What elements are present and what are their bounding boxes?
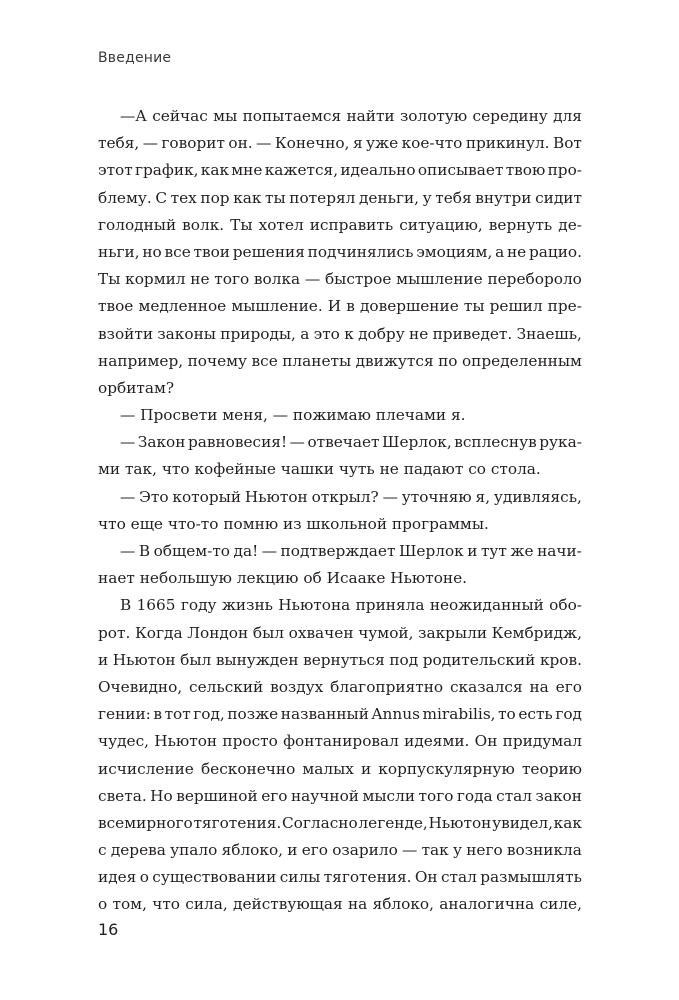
text-line: что еще что-то помню из школьной программы. <box>98 514 489 533</box>
page-number: 16 <box>98 920 119 939</box>
body-text <box>98 103 582 919</box>
text-line: голодный волк. Ты хотел исправить ситуацию, вернуть де- <box>98 215 582 234</box>
text-line: гении: в тот год, позже названный Annus mirabilis, то есть год <box>98 705 582 724</box>
text-line: блему. С тех пор как ты потерял деньги, у тебя внутри сидит <box>98 188 582 207</box>
text-line: —А сейчас мы попытаемся найти золотую середину для <box>120 107 582 125</box>
text-line: рот. Когда Лондон был охвачен чумой, закрыли Кембридж, <box>98 623 582 642</box>
text-line: тебя, — говорит он. — Конечно, я уже кое-что прикинул. Вот <box>98 134 582 153</box>
text-line: — Это который Ньютон открыл? — уточняю я, удивляясь, <box>120 487 582 506</box>
text-line: — Закон равновесия! — отвечает Шерлок, всплеснув рука- <box>120 433 582 452</box>
text-line: света. Но вершиной его научной мысли того года стал закон <box>98 786 582 805</box>
text-line: этот график, как мне кажется, идеально описывает твою про- <box>98 161 582 180</box>
text-line: — Просвети меня, — пожимаю плечами я. <box>120 406 466 425</box>
text-line: о том, что сила, действующая на яблоко, аналогична силе, <box>98 895 582 914</box>
text-line: всемирного тяготения. Согласно легенде, Ньютон увидел, как <box>98 813 582 832</box>
text-line: и Ньютон был вынужден вернуться под родительский кров. <box>98 650 582 669</box>
text-line: например, почему все планеты движутся по определенным <box>98 351 582 370</box>
text-line: орбитам? <box>98 378 175 397</box>
text-line: ми так, что кофейные чашки чуть не падают со стола. <box>98 460 541 479</box>
running-header: Введение <box>98 50 172 66</box>
text-line: чудес, Ньютон просто фонтанировал идеями. Он придумал <box>98 732 582 751</box>
text-line: исчисление бесконечно малых и корпускулярную теорию <box>98 759 582 778</box>
text-line: ньги, но все твои решения подчинялись эмоциям, а не рацио. <box>98 242 582 261</box>
text-line: взойти законы природы, а это к добру не приведет. Знаешь, <box>98 324 582 343</box>
text-line: твое медленное мышление. И в довершение ты решил пре- <box>98 297 582 316</box>
text-line: с дерева упало яблоко, и его озарило — так у него возникла <box>98 841 582 860</box>
text-line: Ты кормил не того волка — быстрое мышление перебороло <box>98 270 582 289</box>
text-line: В 1665 году жизнь Ньютона приняла неожиданный обо- <box>120 596 582 615</box>
text-line: — В общем-то да! — подтверждает Шерлок и тут же начи- <box>120 542 582 560</box>
text-line: Очевидно, сельский воздух благоприятно сказался на его <box>98 677 582 696</box>
text-line: идея о существовании силы тяготения. Он стал размышлять <box>98 868 582 887</box>
text-line: нает небольшую лекцию об Исааке Ньютоне. <box>98 569 468 588</box>
